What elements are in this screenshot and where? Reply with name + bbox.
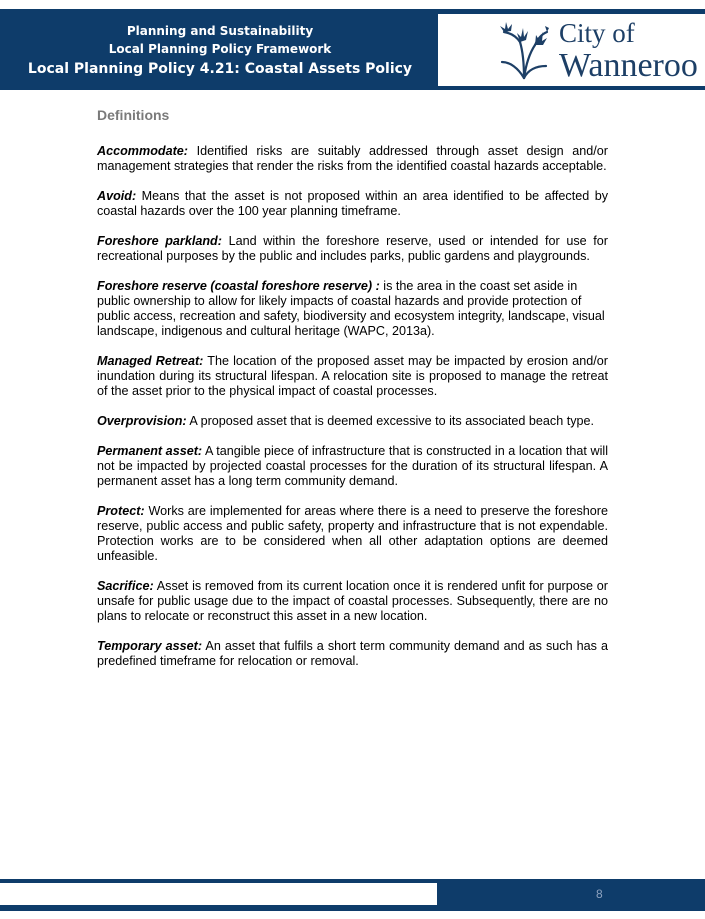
- definition-accommodate: [97, 144, 608, 174]
- definition-temporary-asset: [97, 639, 608, 669]
- definition-text: The location of the proposed asset may be impacted by erosion and/or inundation during its structural lifespan. A relocation site is proposed to manage the retreat of the asset prior to the physical impact of coastal processes.: [97, 354, 609, 398]
- definition-sacrifice: [97, 579, 608, 624]
- definition-term: Managed Retreat:: [97, 354, 204, 368]
- definition-term: Sacrifice:: [97, 579, 154, 593]
- definition-text: Asset is removed from its current location once it is rendered unfit for purpose or unsafe for public usage due to the impact of coastal processes. Subsequently, there are no plans to relocate or reconstruct this asset in a new location.: [97, 579, 608, 623]
- definition-text: A proposed asset that is deemed excessive to its associated beach type.: [186, 414, 595, 428]
- footer-white-band: [0, 883, 437, 905]
- kangaroo-paw-logo-icon: [498, 18, 550, 80]
- definition-text: Works are implemented for areas where there is a need to preserve the foreshore reserve, public access and public safety, property and infrastructure that is not expendable. Protection works are to be considered when all other adaptation options are deemed unfeasible.: [97, 504, 608, 563]
- definition-term: Avoid:: [97, 189, 137, 203]
- header-policy-title: Local Planning Policy 4.21: Coastal Assets Policy: [27, 61, 413, 77]
- section-heading: Definitions: [97, 107, 170, 123]
- definition-text: Identified risks are suitably addressed through asset design and/or management strategies that render the risks from the identified coastal hazards acceptable.: [97, 144, 608, 173]
- definition-text: An asset that fulfils a short term community demand and as such has a predefined timeframe for relocation or removal.: [97, 639, 608, 668]
- definition-text: Means that the asset is not proposed within an area identified to be affected by coastal hazards over the 100 year planning timeframe.: [97, 189, 608, 218]
- definition-text: A tangible piece of infrastructure that is constructed in a location that will not be impacted by projected coastal processes for the duration of its structural lifespan. A permanent asset has a long term community demand.: [97, 444, 608, 488]
- definition-term: Overprovision:: [97, 414, 187, 428]
- page-number: 8: [596, 887, 603, 901]
- definition-foreshore-reserve: [97, 279, 608, 339]
- definitions-section: [97, 106, 608, 684]
- definition-text: Land within the foreshore reserve, used or intended for use for recreational purposes by the public and includes parks, public gardens and playgrounds.: [97, 234, 608, 263]
- logo-text-wanneroo: Wanneroo: [559, 47, 698, 84]
- definition-term: Temporary asset:: [97, 639, 203, 653]
- definition-term: Foreshore parkland:: [97, 234, 222, 248]
- definition-term: Protect:: [97, 504, 145, 518]
- header-title-block: [0, 9, 440, 90]
- definition-protect: [97, 504, 608, 564]
- definition-term: Permanent asset:: [97, 444, 203, 458]
- city-logo: [438, 14, 705, 86]
- definition-avoid: [97, 189, 608, 219]
- definition-term: Foreshore reserve (coastal foreshore reserve) :: [97, 279, 380, 293]
- logo-text-city-of: City of: [559, 18, 635, 48]
- page-header: [0, 9, 705, 90]
- definition-foreshore-parkland: [97, 234, 608, 264]
- header-department: Planning and Sustainability: [126, 24, 314, 38]
- definition-managed-retreat: [97, 354, 608, 399]
- page-footer: [0, 879, 705, 911]
- header-framework: Local Planning Policy Framework: [108, 42, 332, 56]
- definition-text: is the area in the coast set aside in public ownership to allow for likely impacts of coastal hazards and provide protection of public access, recreation and safety, biodiversity and ecosystem integrity, landscape, visual landscape, indigenous and cultural heritage (WAPC, 2013a).: [97, 279, 605, 338]
- definition-permanent-asset: [97, 444, 608, 489]
- definition-overprovision: [97, 414, 608, 429]
- definition-term: Accommodate:: [97, 144, 188, 158]
